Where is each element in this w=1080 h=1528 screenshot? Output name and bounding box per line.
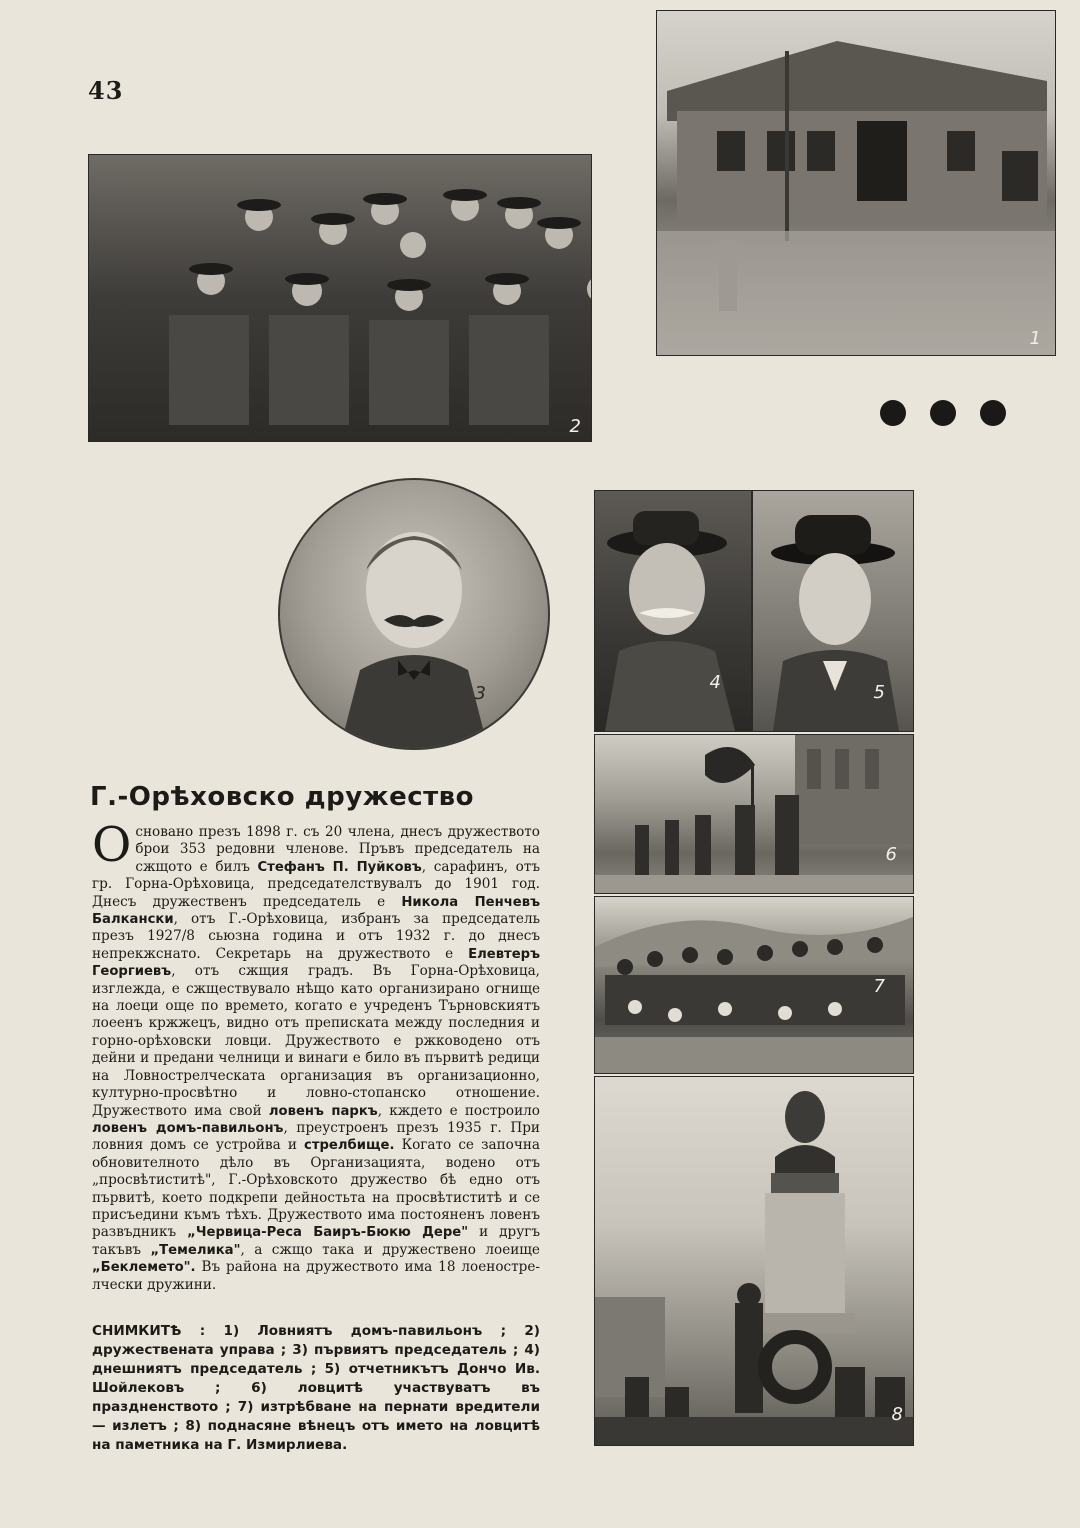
- secretary-name: Елевтеръ Георгиевъ: [92, 946, 540, 980]
- photo-monument-wreath: [594, 1076, 914, 1446]
- photo-number: 1: [1029, 328, 1041, 349]
- photo-number: 7: [873, 976, 885, 997]
- photo-number: 2: [569, 416, 581, 437]
- shoylekov-illustration: [753, 491, 913, 731]
- photo-excursion: [594, 896, 914, 1074]
- photo-number: 5: [873, 682, 885, 703]
- article-title: Г.-Орѣховско дружество: [90, 782, 475, 812]
- dropcap: О: [92, 817, 132, 873]
- photo-board-group: [88, 154, 592, 442]
- photo-first-chairman-portrait: [278, 478, 550, 750]
- hunting-ground: „Беклемето".: [92, 1260, 196, 1276]
- page-number: 43: [88, 76, 124, 105]
- photo-number: 8: [891, 1404, 903, 1425]
- article-text: , а сжщо така и дружествено лоеище: [240, 1241, 540, 1258]
- hunting-park: ловенъ паркъ: [268, 1103, 378, 1119]
- photo-hunters-parade: [594, 734, 914, 894]
- article-text: Въ района на дружеството има 18 лоенострелчески дружини.: [92, 1259, 540, 1293]
- chairman-illustration: [595, 491, 751, 731]
- photo-number: 3: [474, 683, 486, 704]
- photo-number: 6: [885, 844, 897, 865]
- breeding-ground-2: „Темелика": [150, 1242, 241, 1258]
- lodge-illustration: [657, 11, 1055, 355]
- photo-number: 4: [709, 672, 721, 693]
- photo-lodge: [656, 10, 1056, 356]
- photo-current-chairman: [594, 490, 752, 732]
- monument-illustration: [595, 1077, 913, 1445]
- article-text: сновано презъ 1898 г. съ 20 члена, днесъ дружеството брои 353 редовни членове. Пръвъ председатель на сжщото е билъ: [135, 824, 540, 875]
- founder-name: Стефанъ П. Пуйковъ: [257, 859, 422, 875]
- photo-captions: [92, 1322, 540, 1455]
- photo-doncho-shoylekov: [752, 490, 914, 732]
- hunting-lodge: ловенъ домъ-павильонъ: [92, 1120, 284, 1136]
- article-text: , отъ Г.-Орѣховица, избранъ за председатель презъ 1927/8 сьюзна година и отъ 1932 г. до днесъ непрекжснато. Секретарь на дружеството е: [92, 911, 540, 962]
- group-illustration: [89, 155, 591, 441]
- article-text: , кждето е построило: [377, 1102, 540, 1119]
- article-text: Когато се започна обновителното дѣло въ Организацията, водено отъ „просвѣтиститѣ", Г.-Орѣховското дружество бѣ едно отъ първитѣ, което подкрепи дейностьта на просвѣтиститѣ и се присъедини къмъ тѣхъ. Дружеството има постояненъ ловенъ развъдникъ: [92, 1137, 540, 1241]
- decorative-dots: [880, 400, 1010, 430]
- article-text: , сарафинъ, отъ гр. Горна-Орѣховица, председателствувалъ до 1901 год. Днесъ дружественъ председатель е: [92, 858, 540, 910]
- dot-ornament: [880, 400, 906, 426]
- parade-illustration: [595, 735, 913, 893]
- dot-ornament: [930, 400, 956, 426]
- article-text: , отъ сжщия градъ. Въ Горна-Орѣховица, изглежда, е сжществувало нѣщо като организирано огнище на лоеци още по времето, когато е учреденъ Търновскиятъ лоеенъ кржжецъ, видно отъ преписката между последния и горно-орѣховски ловци. Дружеството е ржководено отъ дейни и предани челници и винаги е било въ първитѣ редици на Ловнострелческата организация въ организационно, културно-просвѣтно и ловно-стопанско отношение. Дружеството има свой: [92, 963, 540, 1119]
- portrait-illustration: [280, 480, 548, 748]
- captions-text: СНИМКИТѢ : 1) Ловниятъ домъ-павильонъ ; 2) дружествената управа ; 3) първиятъ председатель ; 4) днешниятъ председатель ; 5) отчетникътъ Дончо Ив. Шойлековъ ; 6) ловцитѣ участвуватъ въ праздненството ; 7) изтрѣбване на пернати вредители — излетъ ; 8) поднасяне вѣнецъ отъ името на ловцитѣ на паметника на Г. Измирлиева.: [92, 1323, 540, 1453]
- article-text: и другъ такъвъ: [92, 1224, 540, 1258]
- chairman-name: Никола Пенчевъ Балкански: [92, 894, 540, 928]
- dot-ornament: [980, 400, 1006, 426]
- article-body: [92, 817, 540, 1294]
- excursion-illustration: [595, 897, 913, 1073]
- article-text: , преустроенъ презъ 1935 г. При ловния домъ се устройва и: [92, 1119, 540, 1154]
- shooting-range: стрелбище.: [304, 1138, 395, 1154]
- breeding-ground: „Червица-Реса Баиръ-Бюкю Дере": [187, 1225, 469, 1241]
